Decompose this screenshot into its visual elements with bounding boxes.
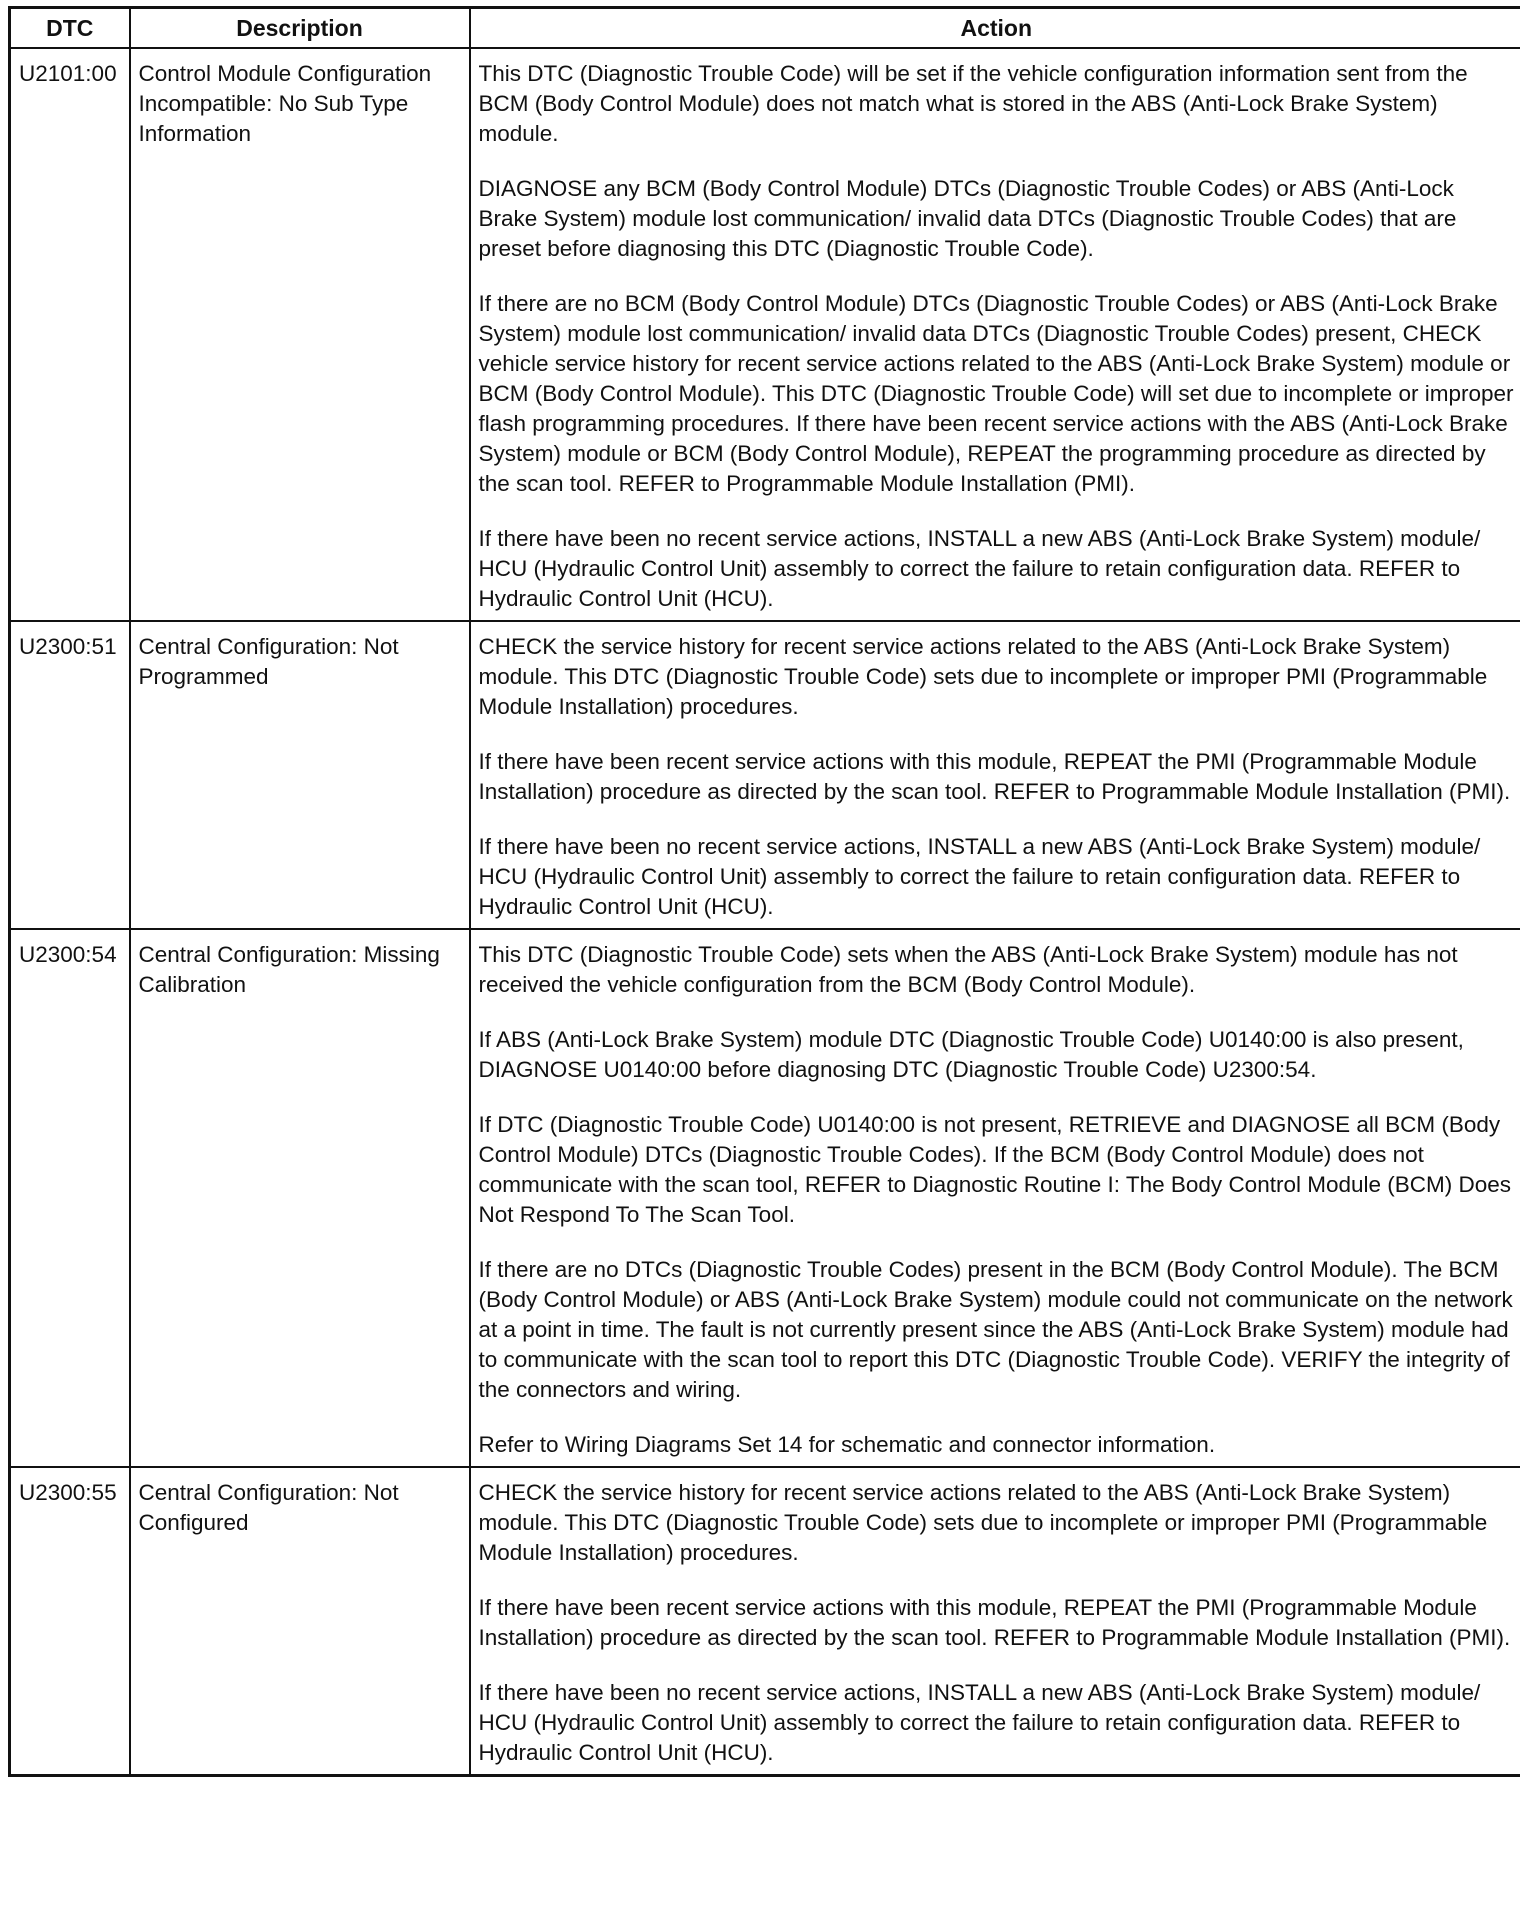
- dtc-code-cell: U2300:51: [10, 621, 130, 929]
- action-paragraph: If there are no DTCs (Diagnostic Trouble Codes) present in the BCM (Body Control Module). The BCM (Body Control Module) or ABS (Anti-Lock Brake System) module could not communicate on the network at a point in time. The fault is not currently present since the ABS (Anti-Lock Brake System) module had to communicate with the scan tool to report this DTC (Diagnostic Trouble Code). VERIFY the integrity of the connectors and wiring.: [478, 1257, 1513, 1402]
- action-paragraph: If there have been no recent service actions, INSTALL a new ABS (Anti-Lock Brake System) module/ HCU (Hydraulic Control Unit) assembly to correct the failure to retain configuration data. REFER to Hydraulic Control Unit (HCU).: [478, 526, 1481, 611]
- header-description: Description: [130, 8, 470, 49]
- dtc-code-cell: U2300:55: [10, 1467, 130, 1776]
- action-paragraph: CHECK the service history for recent service actions related to the ABS (Anti-Lock Brake System) module. This DTC (Diagnostic Trouble Code) sets due to incomplete or improper PMI (Programmable Module Installation) procedures.: [478, 1480, 1488, 1565]
- dtc-code-cell: U2101:00: [10, 48, 130, 621]
- table-row: [10, 48, 1520, 621]
- action-paragraph: If there are no BCM (Body Control Module) DTCs (Diagnostic Trouble Codes) or ABS (Anti-Lock Brake System) module lost communication/ invalid data DTCs (Diagnostic Trouble Codes) present, CHECK vehicle service history for recent service actions related to the ABS (Anti-Lock Brake System) module or BCM (Body Control Module). This DTC (Diagnostic Trouble Code) will set due to incomplete or improper flash programming procedures. If there have been recent service actions with the ABS (Anti-Lock Brake System) module or BCM (Body Control Module), REPEAT the programming procedure as directed by the scan tool. REFER to Programmable Module Installation (PMI).: [478, 291, 1514, 496]
- header-row: [10, 8, 1520, 49]
- action-cell: [470, 48, 1520, 621]
- action-paragraph: If there have been no recent service actions, INSTALL a new ABS (Anti-Lock Brake System) module/ HCU (Hydraulic Control Unit) assembly to correct the failure to retain configuration data. REFER to Hydraulic Control Unit (HCU).: [478, 834, 1481, 919]
- table-header: [10, 8, 1520, 49]
- action-paragraph: If there have been no recent service actions, INSTALL a new ABS (Anti-Lock Brake System) module/ HCU (Hydraulic Control Unit) assembly to correct the failure to retain configuration data. REFER to Hydraulic Control Unit (HCU).: [478, 1680, 1481, 1765]
- header-dtc: DTC: [10, 8, 130, 49]
- action-cell: [470, 621, 1520, 929]
- action-cell: [470, 1467, 1520, 1776]
- dtc-table: [8, 6, 1520, 1777]
- action-paragraph: If DTC (Diagnostic Trouble Code) U0140:00 is not present, RETRIEVE and DIAGNOSE all BCM (Body Control Module) DTCs (Diagnostic Trouble Codes). If the BCM (Body Control Module) does not communicate with the scan tool, REFER to Diagnostic Routine I: The Body Control Module (BCM) Does Not Respond To The Scan Tool.: [478, 1112, 1512, 1227]
- table-row: [10, 929, 1520, 1467]
- action-paragraph: This DTC (Diagnostic Trouble Code) sets when the ABS (Anti-Lock Brake System) module has not received the vehicle configuration from the BCM (Body Control Module).: [478, 942, 1458, 997]
- description-cell: Control Module Configuration Incompatible: No Sub Type Information: [130, 48, 470, 621]
- description-cell: Central Configuration: Not Programmed: [130, 621, 470, 929]
- description-cell: Central Configuration: Not Configured: [130, 1467, 470, 1776]
- action-paragraph: Refer to Wiring Diagrams Set 14 for schematic and connector information.: [478, 1432, 1216, 1457]
- action-paragraph: This DTC (Diagnostic Trouble Code) will be set if the vehicle configuration information sent from the BCM (Body Control Module) does not match what is stored in the ABS (Anti-Lock Brake System) module.: [478, 61, 1468, 146]
- table-row: [10, 621, 1520, 929]
- dtc-code-cell: U2300:54: [10, 929, 130, 1467]
- action-paragraph: DIAGNOSE any BCM (Body Control Module) DTCs (Diagnostic Trouble Codes) or ABS (Anti-Lock Brake System) module lost communication/ invalid data DTCs (Diagnostic Trouble Codes) that are preset before diagnosing this DTC (Diagnostic Trouble Code).: [478, 176, 1457, 261]
- description-cell: Central Configuration: Missing Calibration: [130, 929, 470, 1467]
- action-paragraph: If there have been recent service actions with this module, REPEAT the PMI (Programmable Module Installation) procedure as directed by the scan tool. REFER to Programmable Module Installation (PMI).: [478, 1595, 1511, 1650]
- table-body: [10, 48, 1520, 1776]
- action-paragraph: If there have been recent service actions with this module, REPEAT the PMI (Programmable Module Installation) procedure as directed by the scan tool. REFER to Programmable Module Installation (PMI).: [478, 749, 1511, 804]
- action-paragraph: CHECK the service history for recent service actions related to the ABS (Anti-Lock Brake System) module. This DTC (Diagnostic Trouble Code) sets due to incomplete or improper PMI (Programmable Module Installation) procedures.: [478, 634, 1488, 719]
- action-cell: [470, 929, 1520, 1467]
- table-row: [10, 1467, 1520, 1776]
- action-paragraph: If ABS (Anti-Lock Brake System) module DTC (Diagnostic Trouble Code) U0140:00 is also present, DIAGNOSE U0140:00 before diagnosing DTC (Diagnostic Trouble Code) U2300:54.: [478, 1027, 1464, 1082]
- document-page: [8, 6, 1520, 1777]
- header-action: Action: [470, 8, 1520, 49]
